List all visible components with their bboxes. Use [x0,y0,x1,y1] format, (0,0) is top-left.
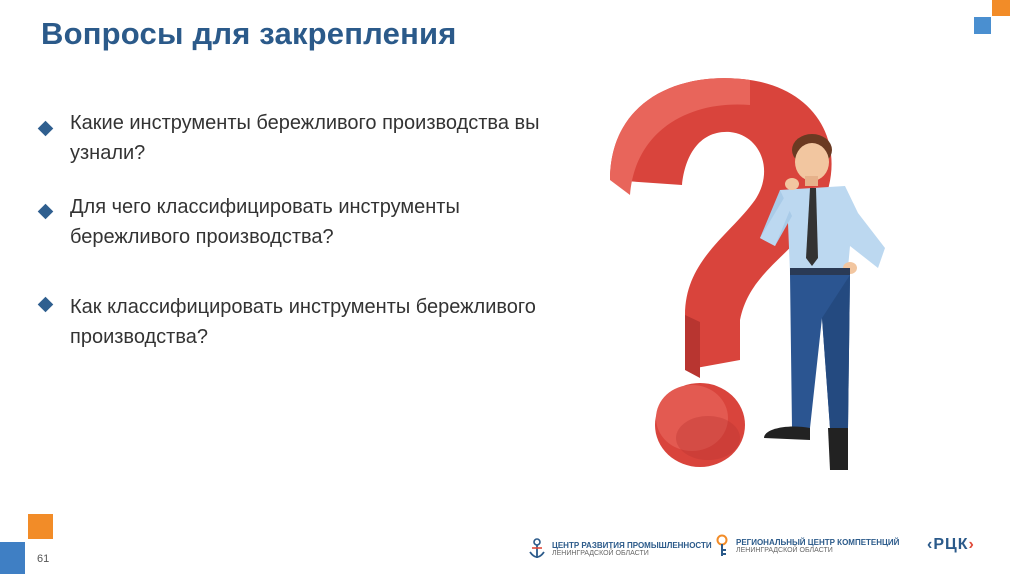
key-logo-icon [714,534,730,558]
diamond-bullet-icon [38,121,54,137]
question-text: Для чего классифицировать инструменты бережливого производства? [70,196,460,248]
top-corner-decoration [944,0,1024,40]
bottom-corner-decoration [0,514,60,574]
logo-competence-center [714,534,899,558]
diamond-bullet-icon [38,297,54,313]
slide-title: Вопросы для закрепления [41,16,457,51]
logo2-line2: ЛЕНИНГРАДСКОЙ ОБЛАСТИ [736,547,833,554]
logo1-line1: ЦЕНТР РАЗВИТИЯ ПРОМЫШЛЕННОСТИ [552,541,712,550]
rck-logo: ‹РЦК› [927,536,975,553]
question-text: Как классифицировать инструменты бережливого производства? [70,296,536,348]
diamond-bullet-icon [38,204,54,220]
logo2-line1: РЕГИОНАЛЬНЫЙ ЦЕНТР КОМПЕТЕНЦИЙ [736,538,900,547]
question-text: Какие инструменты бережливого производства вы узнали? [70,112,540,164]
footer-logos [524,530,1004,566]
logo-industry-center [528,538,712,560]
page-number: 61 [37,553,50,565]
thinking-man-illustration [750,128,900,478]
rck-logo-text: РЦК [933,536,969,553]
anchor-logo-icon [528,538,546,560]
logo1-line2: ЛЕНИНГРАДСКОЙ ОБЛАСТИ [552,550,649,557]
